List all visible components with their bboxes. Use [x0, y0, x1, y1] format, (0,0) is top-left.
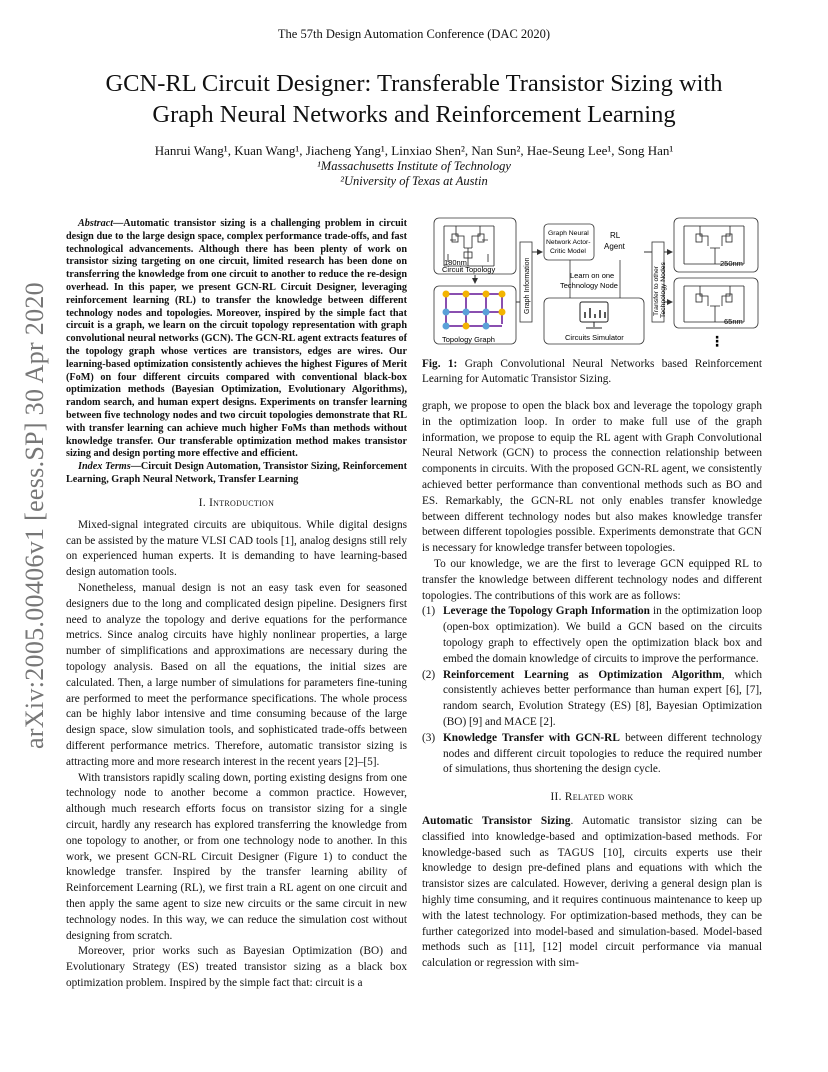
topology-graph-label: Topology Graph	[442, 335, 495, 344]
figure-1-caption-label: Fig. 1:	[422, 358, 458, 370]
arxiv-stamp: arXiv:2005.00406v1 [eess.SP] 30 Apr 2020	[20, 282, 49, 749]
more-nodes-dots: ⋮	[710, 333, 724, 349]
figure-1-caption-text: Graph Convolutional Neural Networks based Reinforcement Learning for Automatic Transistor Sizing.	[422, 358, 762, 385]
rl-label: RL	[610, 231, 621, 240]
contribution-number: (3)	[422, 731, 436, 744]
contribution-heading: Leverage the Topology Graph Information	[443, 605, 650, 618]
gcn-model-line-1: Graph Neural	[548, 230, 589, 237]
contributions-list	[422, 604, 762, 778]
intro-paragraph-2: Nonetheless, manual design is not an easy task even for seasoned designers due to the long and complicated design pipeline. Designers first need to analyze the topology and derive equations for the performance metrics. Since analog circuits have highly nonlinear properties, a large number of simplifications and approximations are necessary during the topology analysis. Based on all the equations, the initial sizes are calculated. Then, a large number of simulations for parameters fine-tuning are performed to meet the performance specifications. The whole process can be highly labor intensive and time consuming because of the large design space, slow simulation tools, and sophisticated trade-offs between different performance metrics. Therefore, automatic transistor sizing is attracting more and more research interest in the recent years [2]–[5].	[66, 581, 407, 768]
conference-header: The 57th Design Automation Conference (DAC 2020)	[277, 27, 551, 41]
contribution-heading: Knowledge Transfer with GCN-RL	[443, 731, 620, 744]
abstract	[66, 218, 407, 487]
contribution-item	[422, 731, 762, 778]
intro-paragraph-4: Moreover, prior works such as Bayesian Optimization (BO) and Evolutionary Strategy (ES) treated transistor sizing as a black box optimization problem. Inspired by the simple fact that: circuit is a	[66, 945, 407, 989]
transfer-line-1: Transfer to other	[653, 266, 660, 316]
circuit-simulator-label: Circuits Simulator	[565, 333, 624, 342]
figure-1-caption	[422, 357, 762, 387]
contribution-number: (1)	[422, 605, 436, 618]
node-180nm-label: 180nm	[444, 258, 467, 267]
gcn-model-line-3: Critic Model	[550, 248, 586, 255]
intro-paragraph-3: With transistors rapidly scaling down, porting existing designs from one technology node to another become a common practice. However, although much research efforts focus on transistor sizing for a single circuit, hardly any research has explored transferring the knowledge from one topology to another, or from one technology node to another. In this work, we present GCN-RL Circuit Designer (Figure 1) to conduct the knowledge transfer. Inspired by the transfer learning ability of Reinforcement Learning (RL), we first train a RL agent on one circuit and then apply the same agent to size new circuits or the same circuit in new technology nodes. In this way, we can reduce the simulation cost without designing from scratch.	[66, 771, 407, 942]
intro-paragraph-1: Mixed-signal integrated circuits are ubiquitous. While digital designs can be assisted by the mature VLSI CAD tools [1], analog designs still rely on experienced human experts. It is demanding to have learning-based design automation tools.	[66, 518, 407, 579]
index-terms-label: Index Terms	[78, 461, 131, 473]
abstract-text: —Automatic transistor sizing is a challenging problem in circuit design due to the large design space, complex performance trade-offs, and fast technological advancements. Although there has been plenty of work on transistor sizing targeting on one circuit, limited research has been done on transferring the knowledge from one circuit to another to reduce the re-design overhead. In this paper, we present GCN-RL Circuit Designer, leveraging reinforcement learning (RL) to transfer the knowledge between different technology nodes and topologies. Moreover, inspired by the simple fact that circuit is a graph, we learn on the circuit topology representation with graph convolutional neural networks (GCN). The GCN-RL agent extracts features of the topology graph whose vertices are transistors, edges are wires. Our learning-based optimization consistently achieves the highest Figures of Merit (FoM) on four different circuits compared with conventional black-box optimization methods (Bayesian Optimization, Evolutionary Algorithms), random search, and human expert designs. Experiments on transfer learning between five technology nodes and two circuit topologies demonstrate that RL with transfer learning can achieve much higher FoMs than methods without knowledge transfer. Our transferable optimization method makes transistor sizing and design porting more effective and efficient.	[66, 218, 407, 460]
agent-label: Agent	[604, 242, 625, 251]
circuit-schematic-250nm	[674, 218, 758, 272]
contribution-item	[422, 604, 762, 667]
figure-1	[420, 212, 764, 350]
graph-info-label: Graph Information	[524, 257, 531, 314]
index-terms-text: —Circuit Design Automation, Transistor Sizing, Reinforcement Learning, Graph Neural Network, Transfer Learning	[66, 461, 407, 485]
abstract-label: Abstract	[78, 218, 114, 229]
paper-title	[40, 68, 788, 130]
title-line-1: GCN-RL Circuit Designer: Transferable Transistor Sizing with	[105, 70, 723, 97]
contribution-number: (2)	[422, 668, 436, 681]
node-250nm-label: 250nm	[720, 259, 743, 268]
learn-line-2: Technology Node	[560, 281, 618, 290]
right-paragraph-1: graph, we propose to open the black box and leverage the topology graph in the optimization loop. In order to make full use of the graph information, we propose to equip the RL agent with Graph Convolutional Neural Network (GCN) to process the connection relationship between components in circuits. With the proposed GCN-RL agent, we consistently achieved better performance than conventional methods such as BO and ES. Remarkably, the GCN-RL not only enables transfer knowledge between different technology nodes but also makes knowledge transfer between different topologies possible. Experiments demonstrate that GCN is necessary for knowledge transfer between topologies.	[422, 400, 762, 555]
title-line-2: Graph Neural Networks and Reinforcement Learning	[152, 101, 676, 128]
gcn-model-line-2: Network Actor-	[546, 239, 591, 246]
author-list: Hanrui Wang¹, Kuan Wang¹, Jiacheng Yang¹, Linxiao Shen², Nan Sun², Hae-Seung Lee¹, Song Han¹	[154, 143, 674, 158]
learn-line-1: Learn on one	[570, 271, 615, 280]
related-work-text: . Automatic transistor sizing can be classified into knowledge-based and optimization-based methods. For knowledge-based such as TAGUS [10], circuits experts use their knowledge to design pre-defined plans and equations with which the transistor sizes are calculated. However, deriving a general design plan is highly time consuming, and it requires continuous maintenance to keep up with the latest technology. For optimization-based methods, they can be further categorized into model-based and simulation-based. Model-based methods such as [11], [12] model circuit performance via manual calculation or regression with sim-	[422, 814, 762, 970]
section-heading-related: II. Related work	[550, 791, 634, 804]
affiliation-2: ²University of Texas at Austin	[340, 174, 488, 188]
right-paragraph-2: To our knowledge, we are the first to leverage GCN equipped RL to transfer the knowledge between different technology nodes and different topologies. The contributions of this work are as follows:	[422, 557, 762, 602]
contribution-heading: Reinforcement Learning as Optimization Algorithm	[443, 668, 722, 681]
contribution-text: in the optimization loop (open-box optimization). We build a GCN based on the circuits topology graph to effectively open the optimization black box and embed the domain knowledge of circuits to improve the performance.	[443, 605, 762, 665]
contribution-text: between different technology nodes and different circuit topologies to reduce the required number of simulations, thus shortening the design cycle.	[443, 731, 762, 776]
node-65nm-label: 65nm	[724, 317, 743, 326]
section-heading-intro: I. Introduction	[198, 497, 275, 509]
affiliation-1: ¹Massachusetts Institute of Technology	[317, 159, 511, 173]
contribution-item	[422, 668, 762, 731]
figure-1-diagram	[420, 212, 764, 350]
intro-section	[66, 496, 407, 992]
transfer-line-2: Technology Nodes	[660, 262, 667, 318]
related-work-heading: Automatic Transistor Sizing	[422, 814, 571, 827]
circuit-topology-label: Circuit Topology	[442, 265, 496, 274]
circuit-schematic-65nm	[674, 278, 758, 328]
contribution-text: , which consistently achieves better performance than human expert [6], [7], random search, Evolution Strategy (ES) [8], Bayesian Optimization (BO) [9] and MACE [2].	[443, 668, 762, 728]
related-work-paragraph	[422, 814, 762, 972]
right-column-body	[422, 399, 762, 972]
